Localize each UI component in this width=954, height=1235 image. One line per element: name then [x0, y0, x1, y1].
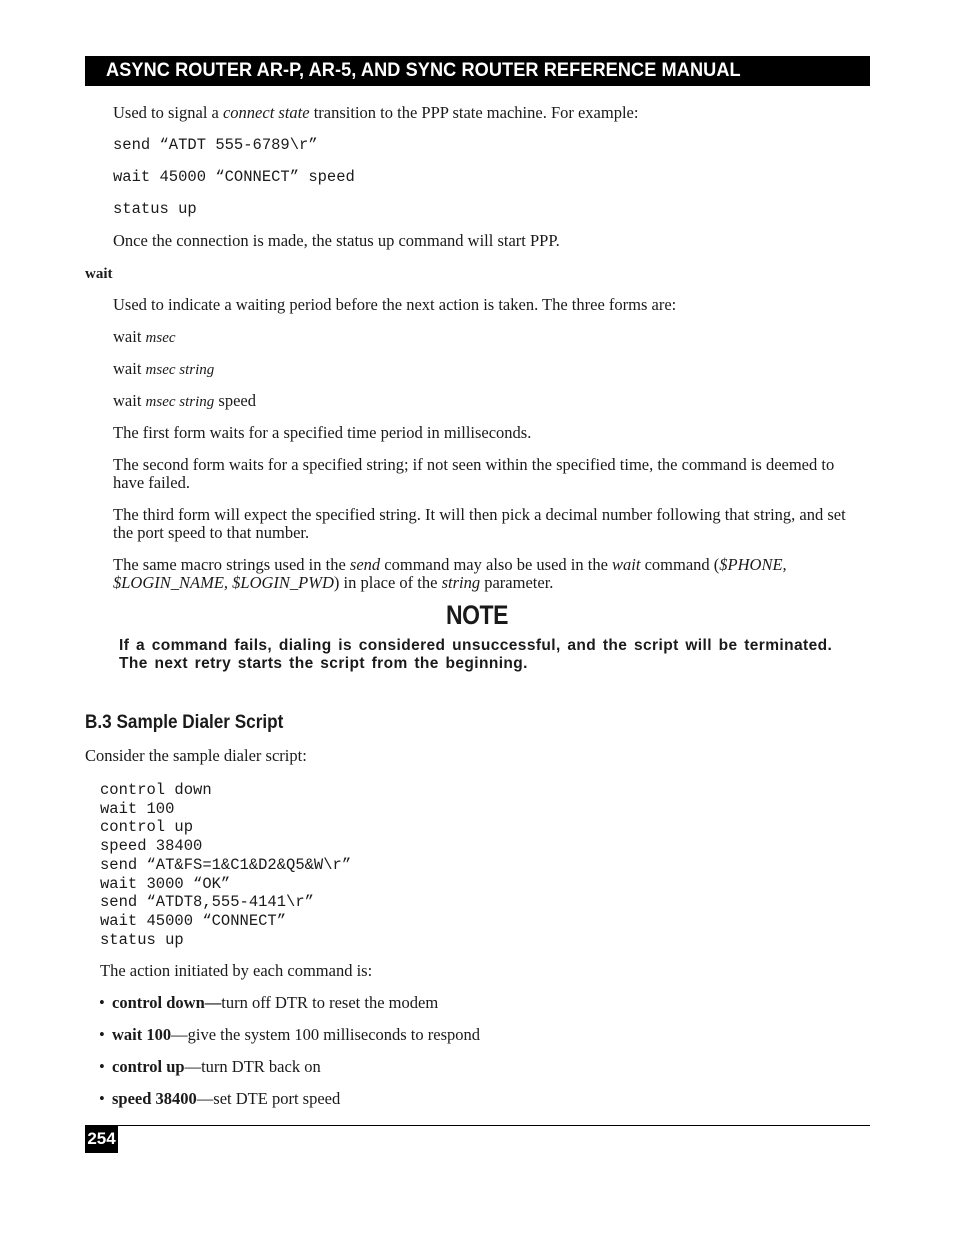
note-body: If a command fails, dialing is considered unsuccessful, and the script will be terminated. The next retry starts the script from the beginning.: [119, 637, 833, 672]
header-bar: [85, 56, 870, 86]
dialer-script-code: [100, 781, 351, 949]
bullet-icon: •: [99, 993, 105, 1012]
header-title: ASYNC ROUTER AR-P, AR-5, AND SYNC ROUTER REFERENCE MANUAL: [106, 59, 741, 81]
intro-text: transition to the PPP state machine. For example:: [309, 103, 639, 122]
section-heading: B.3 Sample Dialer Script: [85, 711, 284, 733]
wait-paragraph: The second form waits for a specified string; if not seen within the specified time, the command is deemed to have failed.: [113, 455, 835, 492]
macro-emphasis: wait: [612, 555, 641, 574]
macro-text: command may also be used in the: [380, 555, 613, 574]
bullet-term: control down—: [112, 993, 222, 1012]
wait-paragraph: Used to indicate a waiting period before the next action is taken. The three forms are:: [113, 295, 677, 314]
form-suffix: speed: [214, 391, 256, 410]
wait-paragraph: The first form waits for a specified time period in milliseconds.: [113, 423, 532, 442]
code-line: send “ATDT 555-6789\r”: [113, 136, 318, 154]
wait-paragraph: The third form will expect the specified string. It will then pick a decimal number following that string, and set the port speed to that number.: [113, 505, 846, 542]
wait-form: [113, 360, 214, 379]
bullet-icon: •: [99, 1089, 105, 1108]
bullet-icon: •: [99, 1057, 105, 1076]
macro-text: parameter.: [480, 573, 554, 592]
macro-emphasis: string: [441, 573, 481, 592]
code-line: status up: [100, 930, 184, 949]
macro-paragraph: [113, 556, 873, 592]
code-line: send “ATDT8,555-4141\r”: [100, 893, 314, 912]
intro-paragraph: [113, 104, 638, 122]
code-line: wait 45000 “CONNECT”: [100, 911, 287, 930]
action-intro: The action initiated by each command is:: [100, 961, 373, 980]
footer-rule: [85, 1125, 870, 1126]
code-line: speed 38400: [100, 837, 203, 856]
bullet-term: control up: [112, 1057, 185, 1076]
wait-form: [113, 328, 176, 347]
form-args: msec string: [145, 362, 215, 378]
bullet-desc: —give the system 100 milliseconds to respond: [171, 1025, 481, 1044]
bullet-desc: turn off DTR to reset the modem: [221, 993, 439, 1012]
bullet-term: speed 38400: [112, 1089, 197, 1108]
note-title: NOTE: [445, 600, 509, 630]
bullet-item: [99, 1026, 480, 1044]
form-command: wait: [113, 391, 146, 410]
bullet-item: [99, 1058, 321, 1076]
section-intro: Consider the sample dialer script:: [85, 746, 307, 765]
code-line: wait 3000 “OK”: [100, 874, 231, 893]
form-args: msec string: [145, 394, 215, 410]
macro-emphasis: send: [349, 555, 381, 574]
bullet-desc: —set DTE port speed: [196, 1089, 341, 1108]
macro-text: ) in place of the: [333, 573, 442, 592]
macro-text: command (: [640, 555, 720, 574]
macro-text: The same macro strings used in the: [113, 555, 350, 574]
term-heading: wait: [85, 266, 113, 282]
code-line: control up: [100, 818, 194, 837]
bullet-item: [99, 1090, 340, 1108]
form-args: msec: [145, 330, 176, 346]
intro-text: Used to signal a: [113, 103, 223, 122]
macro-emphasis: $PHONE,: [719, 555, 787, 574]
page-number: 254: [85, 1125, 118, 1153]
code-line: status up: [113, 200, 197, 218]
code-line: wait 100: [100, 799, 175, 818]
intro-emphasis: connect state: [222, 103, 310, 122]
intro-paragraph-2: Once the connection is made, the status up command will start PPP.: [113, 231, 560, 250]
form-command: wait: [113, 359, 146, 378]
macro-emphasis: $LOGIN_NAME, $LOGIN_PWD: [113, 573, 334, 592]
form-command: wait: [113, 327, 146, 346]
code-line: control down: [100, 781, 212, 799]
bullet-item: [99, 994, 438, 1012]
code-line: send “AT&FS=1&C1&D2&Q5&W\r”: [100, 855, 352, 874]
bullet-icon: •: [99, 1025, 105, 1044]
bullet-desc: —turn DTR back on: [184, 1057, 321, 1076]
bullet-term: wait 100: [112, 1025, 172, 1044]
code-line: wait 45000 “CONNECT” speed: [113, 168, 355, 186]
wait-form: [113, 392, 256, 411]
